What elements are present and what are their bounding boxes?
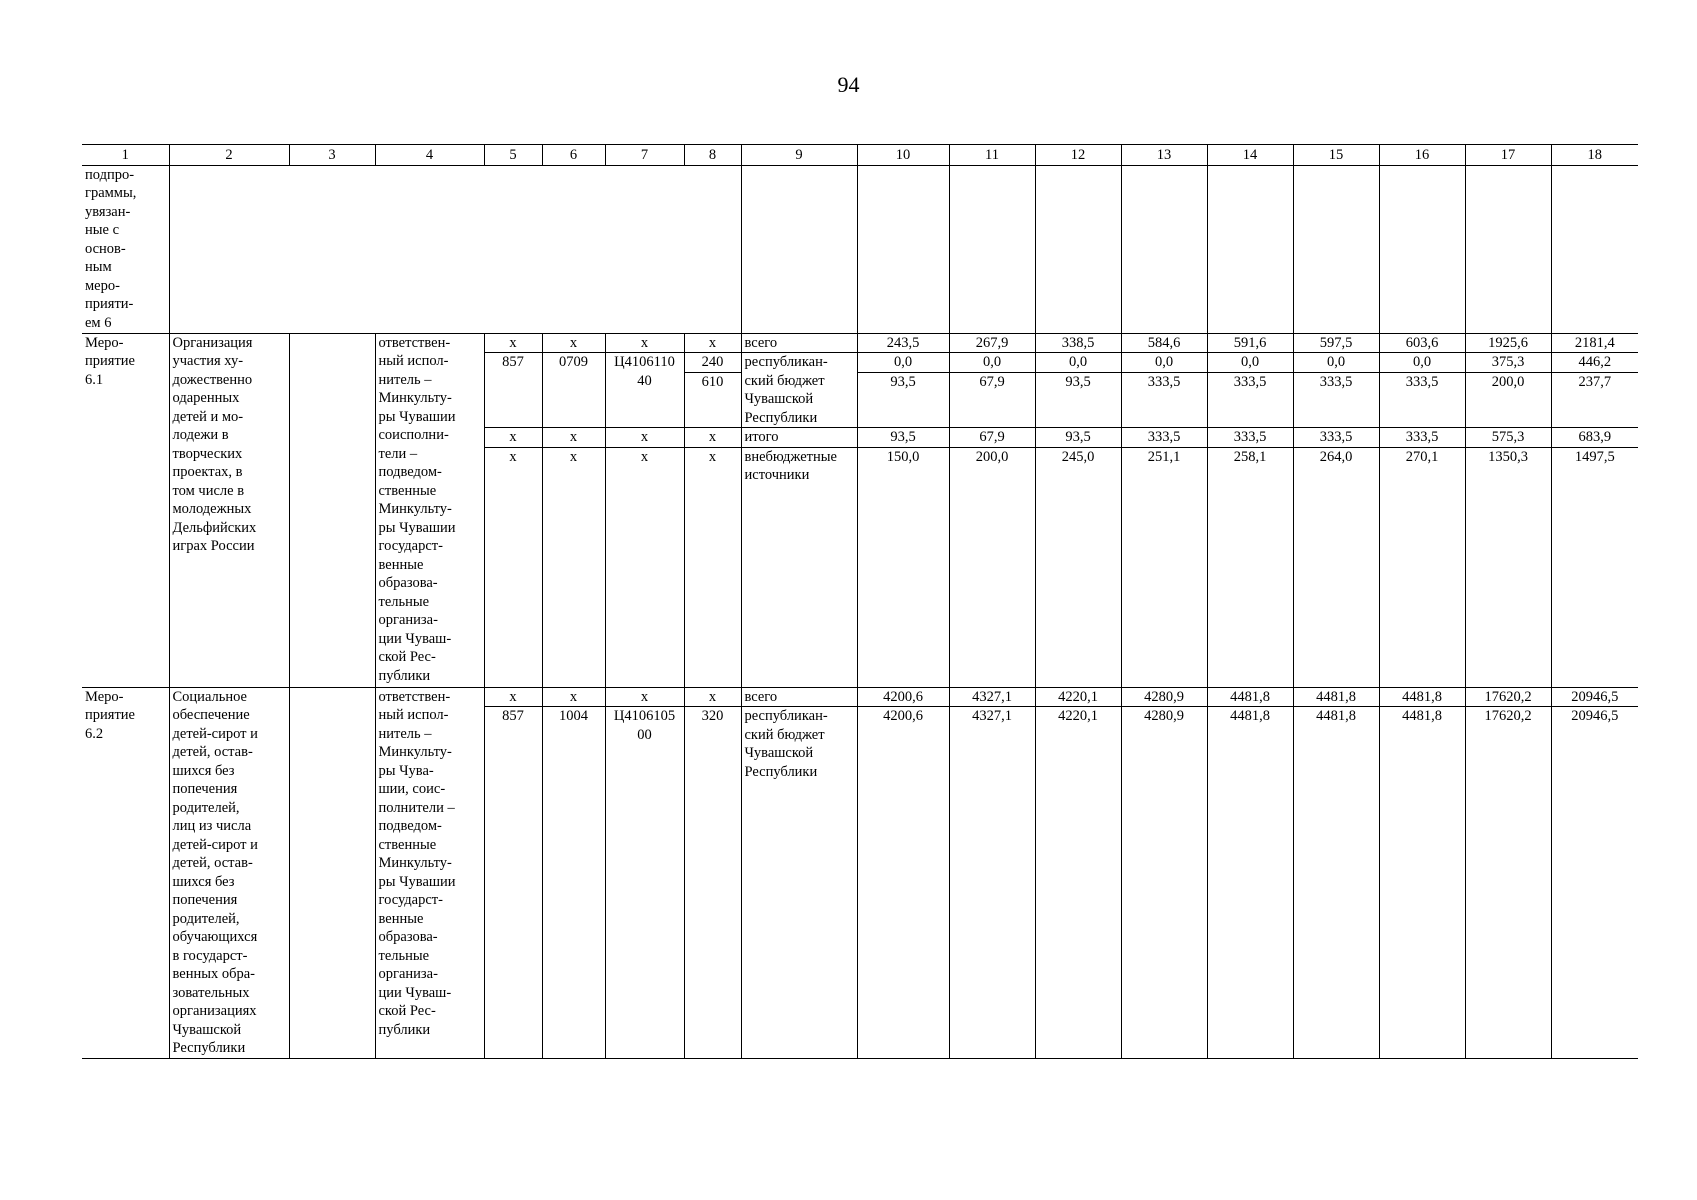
budget-table (82, 144, 1638, 1059)
header-cell: 5 (484, 145, 542, 166)
empty-cell (289, 333, 375, 687)
header-cell: 10 (857, 145, 949, 166)
table-cell: х (542, 447, 605, 687)
table-cell: 333,5 (1293, 373, 1379, 428)
table-cell: 333,5 (1293, 428, 1379, 448)
table-cell: 20946,5 (1551, 707, 1638, 1059)
table-cell: 338,5 (1035, 333, 1121, 353)
table-cell: 4481,8 (1379, 707, 1465, 1059)
table-cell: 0,0 (1121, 353, 1207, 373)
table-cell: 237,7 (1551, 373, 1638, 428)
measure-6-1-number: Меро- приятие 6.1 (82, 333, 169, 687)
header-cell: 16 (1379, 145, 1465, 166)
table-row (82, 687, 1638, 707)
table-cell: 4200,6 (857, 687, 949, 707)
measure-6-2-number: Меро- приятие 6.2 (82, 687, 169, 1059)
table-cell: х (542, 333, 605, 353)
table-cell: Ц4106105 00 (605, 707, 684, 1059)
empty-cell (1379, 165, 1465, 333)
measure-6-1-title: Организация участия ху- дожественно одаренных детей и мо- лодежи в творческих проектах, в том числе в молодежных Дельфийских играх России (169, 333, 289, 687)
table-cell: 333,5 (1379, 428, 1465, 448)
table-cell: 4220,1 (1035, 707, 1121, 1059)
table-cell: 245,0 (1035, 447, 1121, 687)
continuation-row (82, 165, 1638, 333)
header-cell: 1 (82, 145, 169, 166)
table-cell: 2181,4 (1551, 333, 1638, 353)
table-cell: 683,9 (1551, 428, 1638, 448)
table-cell: х (484, 333, 542, 353)
measure-6-2-title: Социальное обеспечение детей-сирот и детей, остав- шихся без попечения родителей, лиц из числа детей-сирот и детей, остав- шихся без попечения родителей, обучающихся в государст- венных обра- зовательных организациях Чувашской Республики (169, 687, 289, 1059)
table-cell: 93,5 (1035, 373, 1121, 428)
header-cell: 7 (605, 145, 684, 166)
empty-cell (741, 165, 857, 333)
measure-6-1-executor: ответствен- ный испол- нитель – Минкульту- ры Чувашии соисполни- тели – подведом- ственные Минкульту- ры Чувашии государст- венные образова- тельные организа- ции Чуваш- ской Рес- публики (375, 333, 484, 687)
table-cell: 4481,8 (1379, 687, 1465, 707)
table-cell: 1350,3 (1465, 447, 1551, 687)
continuation-cell: подпро- граммы, увязан- ные с основ- ным меро- прияти- ем 6 (82, 165, 169, 333)
table-cell: 150,0 (857, 447, 949, 687)
header-cell: 12 (1035, 145, 1121, 166)
table-cell: 4220,1 (1035, 687, 1121, 707)
table-cell: 333,5 (1379, 373, 1465, 428)
table-cell: 93,5 (1035, 428, 1121, 448)
table-cell: внебюджетные источники (741, 447, 857, 687)
table-cell: х (605, 447, 684, 687)
header-cell: 11 (949, 145, 1035, 166)
table-cell: 270,1 (1379, 447, 1465, 687)
table-cell: 93,5 (857, 428, 949, 448)
table-cell: х (542, 428, 605, 448)
table-cell: 591,6 (1207, 333, 1293, 353)
table-cell: 333,5 (1207, 428, 1293, 448)
table-cell: 17620,2 (1465, 687, 1551, 707)
table-cell: х (684, 687, 741, 707)
table-row (82, 333, 1638, 353)
table-cell: 251,1 (1121, 447, 1207, 687)
table-cell: х (484, 447, 542, 687)
table-cell: 597,5 (1293, 333, 1379, 353)
table-cell: 4200,6 (857, 707, 949, 1059)
table-cell: всего (741, 687, 857, 707)
table-cell: х (484, 687, 542, 707)
table-cell: х (684, 428, 741, 448)
table-cell: республикан- ский бюджет Чувашской Республики (741, 707, 857, 1059)
table-cell: 857 (484, 707, 542, 1059)
table-cell: 0,0 (857, 353, 949, 373)
table-cell: 243,5 (857, 333, 949, 353)
header-cell: 18 (1551, 145, 1638, 166)
table-cell: 4327,1 (949, 687, 1035, 707)
table-cell: х (605, 428, 684, 448)
table-cell: 4481,8 (1293, 687, 1379, 707)
table-cell: 17620,2 (1465, 707, 1551, 1059)
table-cell: 0,0 (1207, 353, 1293, 373)
table-cell: 320 (684, 707, 741, 1059)
table-cell: 0,0 (1293, 353, 1379, 373)
table-cell: х (605, 687, 684, 707)
table-cell: 67,9 (949, 373, 1035, 428)
table-cell: 4280,9 (1121, 707, 1207, 1059)
table-cell: 575,3 (1465, 428, 1551, 448)
table-cell: х (684, 333, 741, 353)
empty-cell (1551, 165, 1638, 333)
empty-cell (289, 687, 375, 1059)
table-cell: всего (741, 333, 857, 353)
table-cell: 4280,9 (1121, 687, 1207, 707)
empty-cell (169, 165, 741, 333)
table-cell: 333,5 (1121, 428, 1207, 448)
table-cell: 20946,5 (1551, 687, 1638, 707)
table-cell: 267,9 (949, 333, 1035, 353)
header-cell: 3 (289, 145, 375, 166)
header-cell: 14 (1207, 145, 1293, 166)
table-cell: 375,3 (1465, 353, 1551, 373)
table-cell: 264,0 (1293, 447, 1379, 687)
table-cell: 0709 (542, 353, 605, 428)
table-cell: 258,1 (1207, 447, 1293, 687)
empty-cell (1207, 165, 1293, 333)
empty-cell (1293, 165, 1379, 333)
header-cell: 15 (1293, 145, 1379, 166)
table-cell: 0,0 (1379, 353, 1465, 373)
table-cell: 333,5 (1121, 373, 1207, 428)
table-cell: республикан- ский бюджет Чувашской Республики (741, 353, 857, 428)
table-cell: 200,0 (949, 447, 1035, 687)
empty-cell (1121, 165, 1207, 333)
table-cell: 240 (684, 353, 741, 373)
empty-cell (1035, 165, 1121, 333)
table-cell: 4481,8 (1207, 707, 1293, 1059)
table-cell: х (542, 687, 605, 707)
table-cell: 67,9 (949, 428, 1035, 448)
table-cell: 446,2 (1551, 353, 1638, 373)
table-cell: 4481,8 (1207, 687, 1293, 707)
table-cell: х (605, 333, 684, 353)
measure-6-2-executor: ответствен- ный испол- нитель – Минкульту- ры Чува- шии, соис- полнители – подведом- ственные Минкульту- ры Чувашии государст- венные образова- тельные организа- ции Чуваш- ской Рес- публики (375, 687, 484, 1059)
empty-cell (1465, 165, 1551, 333)
header-cell: 9 (741, 145, 857, 166)
empty-cell (949, 165, 1035, 333)
header-row (82, 145, 1638, 166)
header-cell: 8 (684, 145, 741, 166)
table-cell: 0,0 (949, 353, 1035, 373)
table-cell: 857 (484, 353, 542, 428)
table-cell: 0,0 (1035, 353, 1121, 373)
table-cell: 200,0 (1465, 373, 1551, 428)
page-number: 94 (837, 72, 860, 97)
table-cell: х (484, 428, 542, 448)
empty-cell (857, 165, 949, 333)
table-cell: 333,5 (1207, 373, 1293, 428)
table-cell: 4481,8 (1293, 707, 1379, 1059)
table-cell: 93,5 (857, 373, 949, 428)
header-cell: 17 (1465, 145, 1551, 166)
table-cell: х (684, 447, 741, 687)
table-cell: 1925,6 (1465, 333, 1551, 353)
table-cell: Ц4106110 40 (605, 353, 684, 428)
table-cell: 4327,1 (949, 707, 1035, 1059)
header-cell: 13 (1121, 145, 1207, 166)
table-cell: 1004 (542, 707, 605, 1059)
table-cell: 610 (684, 373, 741, 428)
table-cell: итого (741, 428, 857, 448)
table-cell: 603,6 (1379, 333, 1465, 353)
table-cell: 584,6 (1121, 333, 1207, 353)
header-cell: 4 (375, 145, 484, 166)
table-cell: 1497,5 (1551, 447, 1638, 687)
header-cell: 2 (169, 145, 289, 166)
header-cell: 6 (542, 145, 605, 166)
